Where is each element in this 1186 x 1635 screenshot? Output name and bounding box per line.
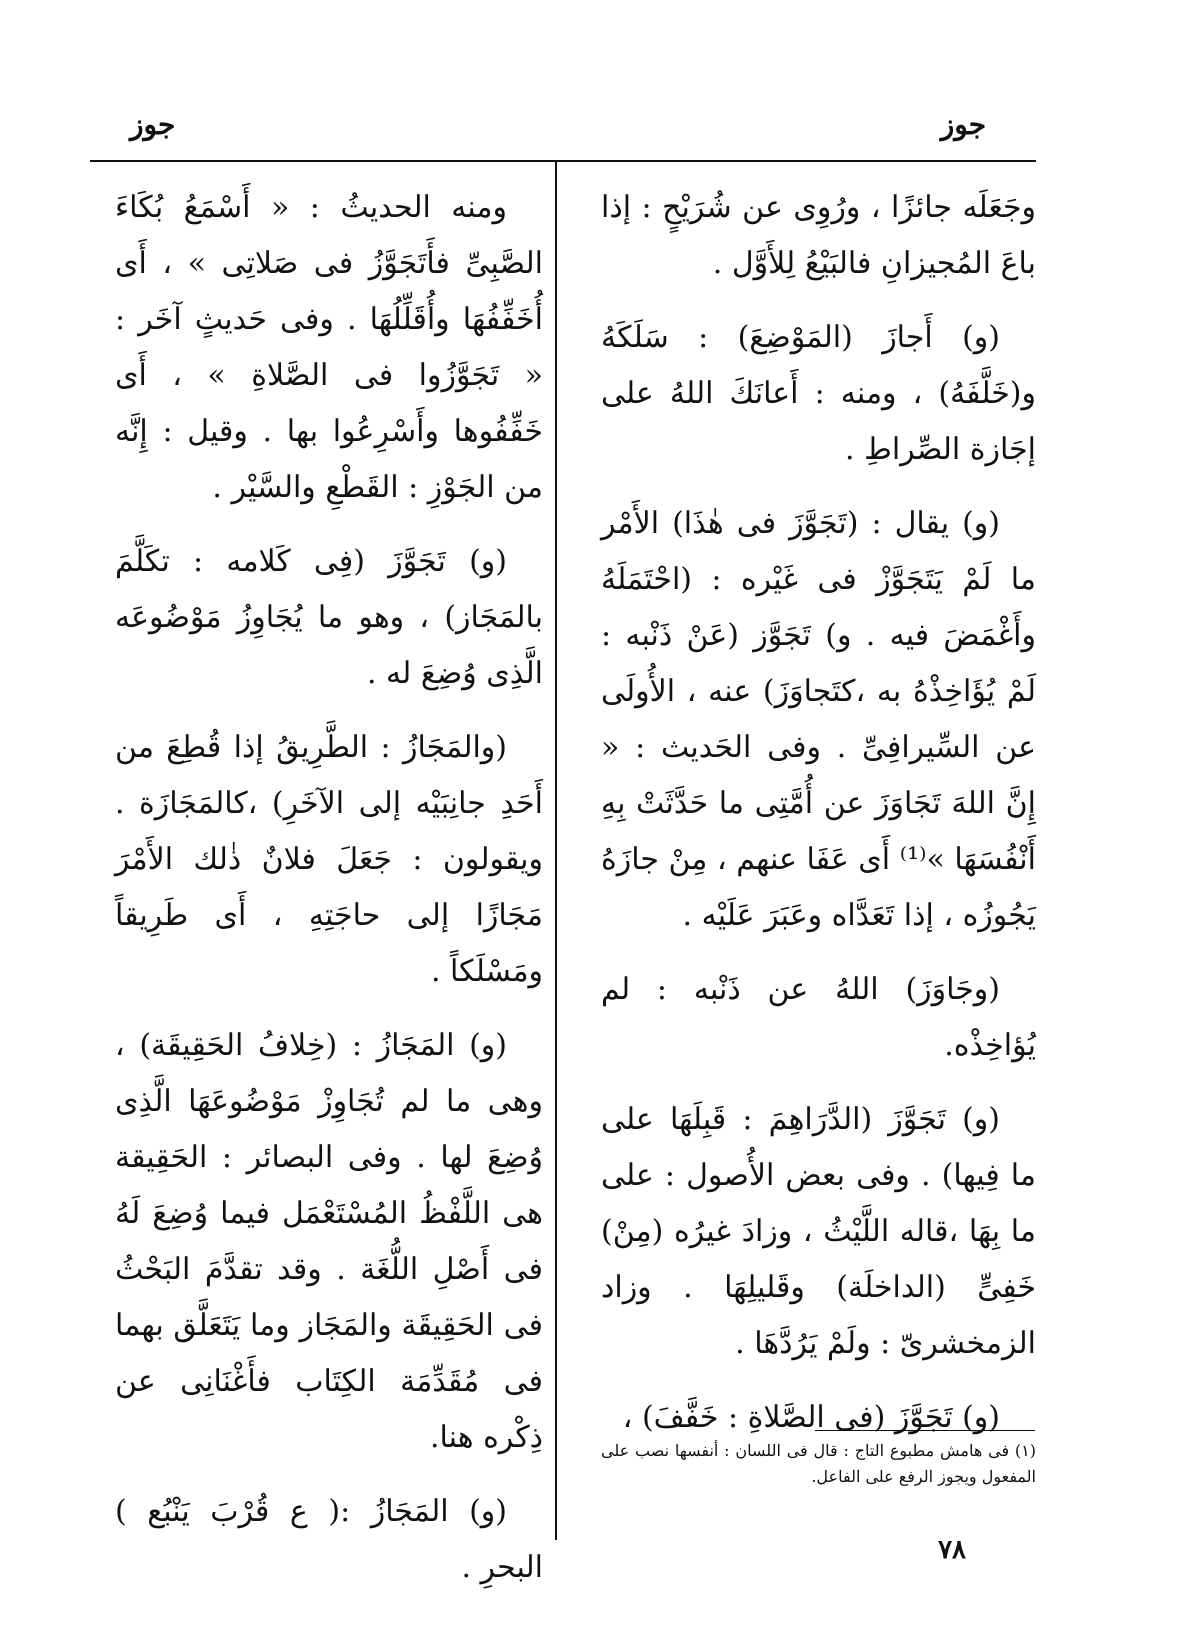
left-column bbox=[115, 180, 543, 1614]
paragraph: (والمَجَازُ : الطَّرِيقُ إذا قُطِعَ من أَحَدِ جانِبَيْه إلى الآخَرِ) ،كالمَجَازَة . ويقولون : جَعَلَ فلانٌ ذٰلك الأَمْرَ مَجَازًا إلى حاجَتِهِ ، أَى طَرِيقاً ومَسْلَكاً . bbox=[115, 730, 543, 989]
paragraph: (و) تَجَوَّزَ (فِى كَلامه : تكَلَّمَ بالمَجَاز) ، وهو ما يُجَاوِزُ مَوْضُوعَه الَّذِى وُضِعَ له . bbox=[115, 544, 543, 691]
right-column bbox=[601, 180, 1036, 1464]
footnote: (١) فى هامش مطبوع التاج : قال فى اللسان : أنفسها نصب على المفعول ويجوز الرفع على الفاعل. bbox=[601, 1441, 1036, 1486]
header-rule bbox=[90, 160, 1036, 162]
page-number: ٧٨ bbox=[938, 1535, 966, 1565]
paragraph: (و) تَجَوَّزَ (الدَّرَاهِمَ : قَبِلَهَا على ما فِيها) . وفى بعض الأُصول : على ما بِهَا ،قاله اللَّيْثُ ، وزادَ غيرُه (مِنْ) خَفِىٍّ (الداخلَة) وقَليلِهَا . وزاد الزمخشرىّ : ولَمْ يَرُدَّهَا . bbox=[601, 1102, 1037, 1361]
column-divider bbox=[555, 160, 557, 1540]
paragraph: (و) يقال : (تَجَوَّزَ فى هٰذَا) الأَمْر ما لَمْ يَتَجَوَّزْ فى غَيْره : (احْتَمَلَهُ وأَغْمَضَ فيه . و) تَجَوَّز (عَنْ ذَنْبه : لَمْ يُؤَاخِذْهُ به ،كتَجاوَزَ) عنه ، الأُولَى عن السِّيرافِىِّ . وفى الحَديث : « إِنَّ اللهَ تَجَاوَزَ عن أُمَّتِى ما حَدَّثَتْ بِهِ أَنْفُسَهَا »⁽¹⁾ أَى عَفَا عنهم ، مِنْ جازَهُ يَجُوزُه ، إذا تَعَدَّاه وعَبَرَ عَلَيْه . bbox=[601, 506, 1036, 933]
paragraph: (و) المَجَازُ :( ع قُرْبَ يَنْبُع ) البحرِ . bbox=[115, 1494, 543, 1585]
running-header-right: جوز bbox=[940, 108, 986, 141]
paragraph: (وجَاوَزَ) اللهُ عن ذَنْبه : لم يُؤاخِذْه. bbox=[601, 972, 1036, 1063]
running-header-left: جوز bbox=[130, 108, 176, 141]
paragraph: ومنه الحديثُ : « أَسْمَعُ بُكَاءَ الصَّبِىِّ فأَتَجَوَّزُ فى صَلاتِى » ، أَى أُخَفِّفُهَا وأُقَلِّلُهَا . وفى حَديثٍ آخَر : « تَجَوَّزُوا فى الصَّلاةِ » ، أَى خَفِّفُوها وأَسْرِعُوا بها . وقيل : إِنَّه من الجَوْزِ : القَطْعِ والسَّيْر . bbox=[115, 190, 543, 505]
paragraph: وجَعَلَه جائزًا ، ورُوِى عن شُرَيْحٍ : إذا باعَ المُجيزانِ فالبَيْعُ لِلأَوَّل . bbox=[601, 190, 1036, 281]
paragraph: (و) أَجازَ (المَوْضِعَ) : سَلَكَهُ و(خَلَّفَهُ) ، ومنه : أَعانَكَ اللهُ على إجَازة الصِّراطِ . bbox=[601, 320, 1036, 467]
paragraph: (و) المَجَازُ : (خِلافُ الحَقِيقَة) ، وهى ما لم تُجَاوِزْ مَوْضُوعَهَا الَّذِى وُضِعَ لها . وفى البصائر : الحَقِيقة هى اللَّفْظُ المُسْتَعْمَل فيما وُضِعَ لَهُ فى أَصْلِ اللُّغَة . وقد تقدَّمَ البَحْثُ فى الحَقِيقَة والمَجَاز وما يَتَعَلَّق بهما فى مُقَدِّمَة الكِتَاب فأَغْنَانِى عن ذِكْره هنا. bbox=[115, 1028, 543, 1455]
paragraph: (و) تَجَوَّزَ (فى الصَّلاةِ : خَفَّفَ) ، bbox=[622, 1400, 1000, 1435]
footnote-rule bbox=[815, 1430, 1035, 1431]
